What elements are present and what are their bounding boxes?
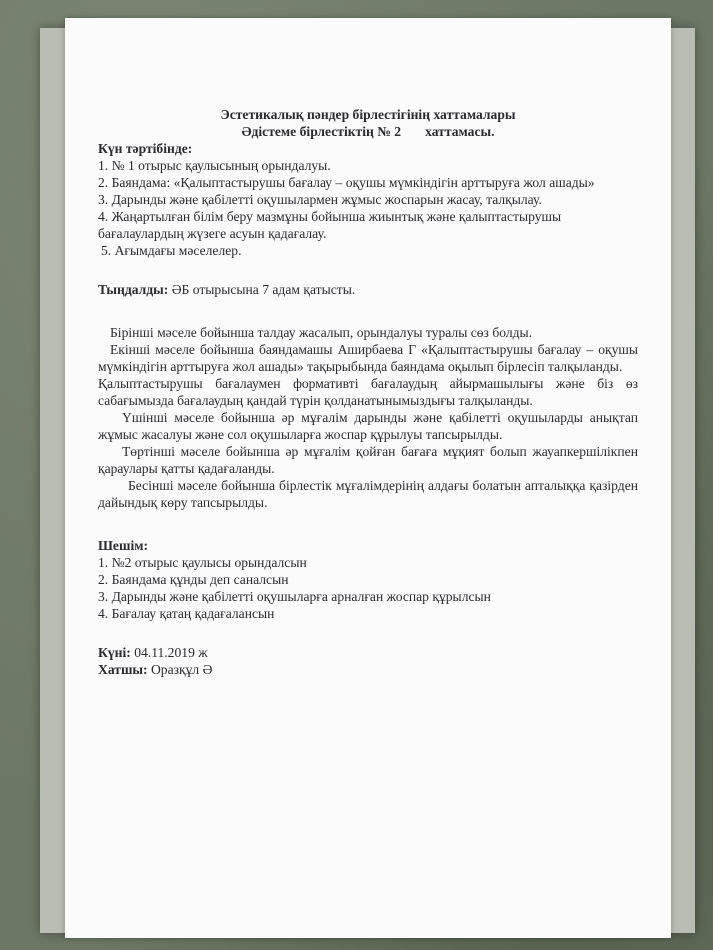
discussion-paragraph-1: Бірінші мәселе бойынша талдау жасалып, орындалуы туралы сөз болды. bbox=[110, 325, 533, 340]
decision-item-3: 3. Дарынды және қабілетті оқушыларға арналған жоспар құрылсын bbox=[98, 589, 491, 604]
discussion-paragraph-4: Үшінші мәселе бойынша әр мұғалім дарынды және қабілетті оқушыларды анықтап жұмыс жасалуы және сол оқушыларға жоспар құрылуы тапсырылды. bbox=[98, 410, 638, 442]
decision-item-2: 2. Баяндама құнды деп саналсын bbox=[98, 572, 289, 587]
decision-item-4: 4. Бағалау қатаң қадағалансын bbox=[98, 606, 275, 621]
agenda-item-1: 1. № 1 отырыс қаулысының орындалуы. bbox=[98, 158, 331, 173]
agenda-item-3: 3. Дарынды және қабілетті оқушылармен жұмыс жоспарын жасау, талқылау. bbox=[98, 192, 542, 207]
agenda-item-2: 2. Баяндама: «Қалыптастырушы бағалау – оқушы мүмкіндігін арттыруға жол ашады» bbox=[98, 175, 595, 190]
secretary-line bbox=[98, 661, 638, 678]
secretary-label: Хатшы: bbox=[98, 662, 148, 677]
document-content bbox=[98, 106, 638, 678]
document-page bbox=[65, 18, 671, 938]
discussion-paragraph-5: Төртінші мәселе бойынша әр мұғалім қойған бағаға мұқият болып жауапкершілікпен қараулары қатты қадағаланды. bbox=[98, 444, 638, 476]
agenda-item-5: 5. Ағымдағы мәселелер. bbox=[101, 243, 242, 258]
document-subtitle bbox=[98, 123, 638, 140]
agenda-item-4: 4. Жаңартылған білім беру мазмұны бойынша жиынтық және қалыптастырушы бағалаулардың жүзеге асуын қадағалау. bbox=[98, 209, 562, 241]
date-value: 04.11.2019 ж bbox=[134, 645, 208, 660]
subtitle-part1: Әдістеме бірлестіктің № 2 bbox=[241, 124, 402, 139]
listened-label: Тыңдалды: bbox=[98, 282, 169, 297]
subtitle-part2: хаттамасы. bbox=[425, 124, 495, 139]
decision-item-1: 1. №2 отырыс қаулысы орындалсын bbox=[98, 555, 307, 570]
listened-line bbox=[98, 281, 638, 298]
secretary-value: Оразқұл Ә bbox=[150, 662, 213, 677]
document-title: Эстетикалық пәндер бірлестігінің хаттамалары bbox=[220, 107, 516, 122]
agenda-heading: Күн тәртібінде: bbox=[98, 141, 193, 156]
date-line bbox=[98, 644, 638, 661]
listened-text: ӘБ отырысына 7 адам қатысты. bbox=[171, 282, 356, 297]
decision-heading: Шешім: bbox=[98, 538, 149, 553]
date-label: Күні: bbox=[98, 645, 131, 660]
discussion-paragraph-2: Екінші мәселе бойынша баяндамашы Аширбаева Г «Қалыптастырушы бағалау – оқушы мүмкіндігін арттыруға жол ашады» тақырыбында баяндама оқылып бірлесіп талқыланды. bbox=[98, 342, 638, 374]
discussion-paragraph-3: Қалыптастырушы бағалаумен формативті бағалаудың айырмашылығы және біз өз сабағымызда бағалаудың қандай түрін қолданатынымыздығы талқыланды. bbox=[98, 376, 638, 408]
discussion-paragraph-6: Бесінші мәселе бойынша бірлестік мұғалімдерінің алдағы болатын апталыққа қазірден дайындық көру тапсырылды. bbox=[98, 478, 638, 510]
